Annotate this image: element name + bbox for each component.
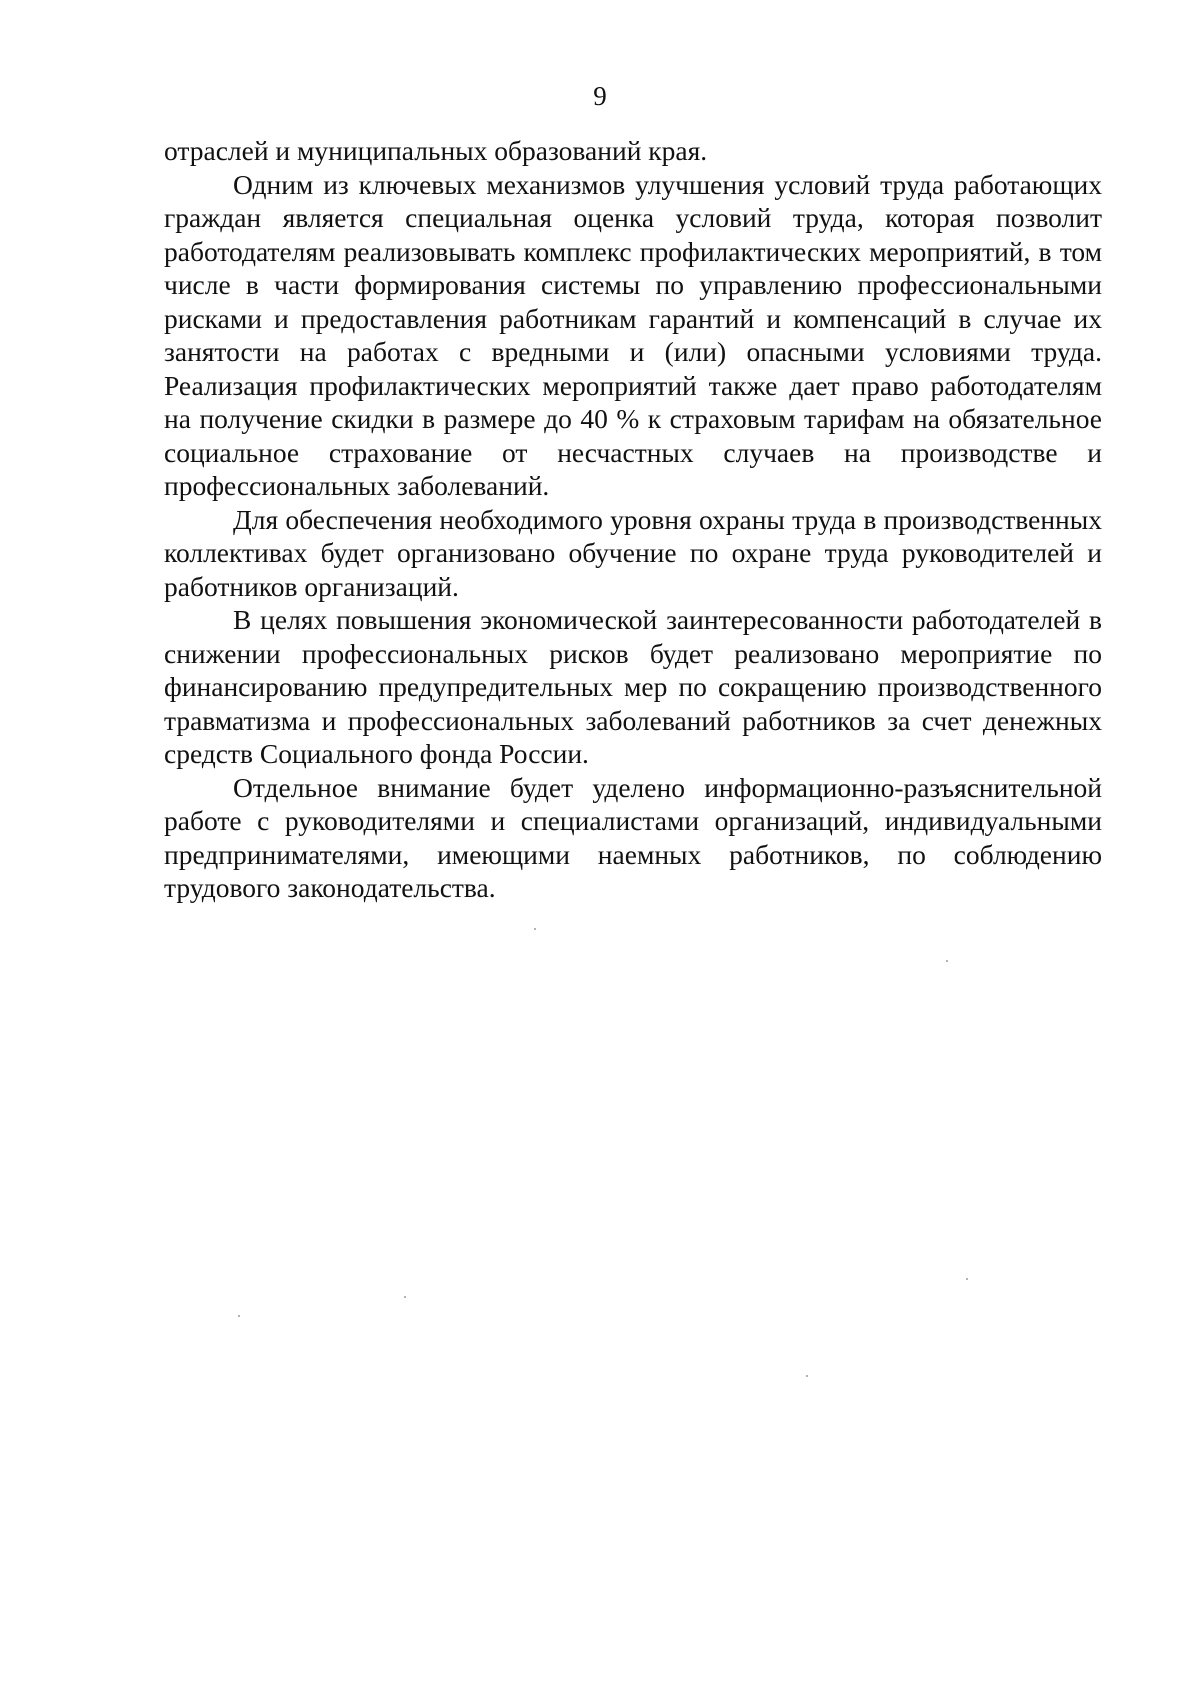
paragraph-1: отраслей и муниципальных образований края. xyxy=(164,135,708,166)
scan-speck xyxy=(946,960,948,962)
scan-speck xyxy=(404,1296,406,1298)
paragraph-2: Одним из ключевых механизмов улучшения условий труда работающих граждан является специальная оценка условий труда, которая позволит работодателям реализовывать комплекс профилактических мероприятий, в том числе в части формирования системы по управлению профессиональными рисками и предоставления работникам гарантий и компенсаций в случае их занятости на работах с вредными и (или) опасными условиями труда. Реализация профилактических мероприятий также дает право работодателям на получение скидки в размере до 40 % к страховым тарифам на обязательное социальное страхование от несчастных случаев на производстве и профессиональных заболеваний. xyxy=(164,168,1102,501)
scan-speck xyxy=(966,1278,968,1280)
paragraph-3: Для обеспечения необходимого уровня охраны труда в производственных коллективах будет организовано обучение по охране труда руководителей и работников организаций. xyxy=(164,503,1102,602)
paragraph-5: Отдельное внимание будет уделено информационно-разъяснительной работе с руководителями и специалистами организаций, индивидуальными предпринимателями, имеющими наемных работников, по соблюдению трудового законодательства. xyxy=(164,771,1102,903)
paragraph-4: В целях повышения экономической заинтересованности работодателей в снижении профессиональных рисков будет реализовано мероприятие по финансированию предупредительных мер по сокращению производственного травматизма и профессиональных заболеваний работников за счет денежных средств Социального фонда России. xyxy=(164,604,1102,769)
page-number: 9 xyxy=(593,81,607,111)
scan-speck xyxy=(238,1315,240,1317)
scan-speck xyxy=(534,928,536,930)
body-text xyxy=(164,134,1102,905)
scan-speck xyxy=(806,1375,808,1377)
